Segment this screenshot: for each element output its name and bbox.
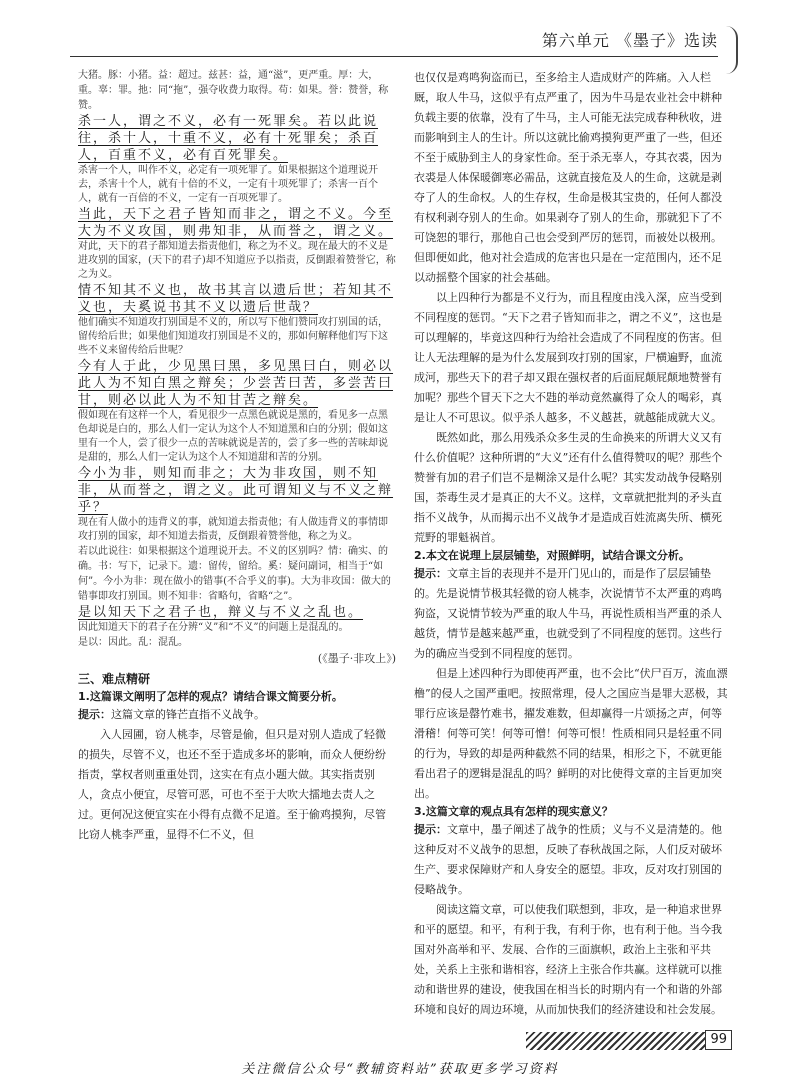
original-text: 情不知其不义也，故书其言以遗后世；若知其不义也，夫奚说书其不义以遗后世哉？ xyxy=(78,283,394,315)
passage-block xyxy=(78,604,396,635)
header-rule xyxy=(70,56,718,57)
q2-tip xyxy=(414,564,730,664)
vocab-notes-end: 是以：因此。乱：混乱。 xyxy=(78,637,188,648)
original-text: 当此，天下之君子皆知而非之，谓之不义。今至大为不义攻国，则弗知非，从而誉之，谓之义。 xyxy=(78,207,394,239)
translation-text: 现在有人做小的违背义的事，就知道去指责他；有人做违背义的事情即攻打别的国家，却不知道去指责，反倒跟着赞誉他，称之为义。 xyxy=(78,517,388,542)
answer-paragraph: 但是上述四种行为即使再严重，也不会比“伏尸百万，流血漂橹”的侵人之国严重吧。按照常理，侵人之国应当是罪大恶极，其罪行应该是罄竹难书，擢发难数，但却赢得一片颂扬之声，何等滑稽！何等可笑！何等可憎！何等可恨！性质相同只是轻重不同的行为，导致的却是两种截然不同的结果，相形之下，不就更能看出君子的逻辑是混乱的吗？鲜明的对比使得文章的主旨更加突出。 xyxy=(414,667,728,800)
original-text: 杀一人，谓之不义，必有一死罪矣。若以此说往，杀十人，十重不义，必有十死罪矣；杀百人，百重不义，必有百死罪矣。 xyxy=(78,114,379,163)
answer-paragraph: 阅读这篇文章，可以使我们联想到，非攻，是一种追求世界和平的愿望。和平，有利于我，有利于你，也有利于他。当今我国对外高举和平、发展、合作的三面旗帜，政治上主张和平共处，关系上主张和谐相容，经济上主张合作共赢。这样就可以推动和谐世界的建设，使我国在相当长的时期内有一个和谐的外部环境和良好的周边环境，从而加快我们的经济建设和社会发展。 xyxy=(414,903,722,1016)
question-1: 1.这篇课文阐明了怎样的观点？请结合课文简要分析。 xyxy=(78,690,343,703)
page-header xyxy=(0,0,800,62)
source-citation: (《墨子·非攻上》) xyxy=(317,652,396,665)
tip-label: 提示： xyxy=(78,708,111,721)
answer-paragraph: 也仅仅是鸡鸣狗盗而已，至多给主人造成财产的阵痛。入人栏厩，取人牛马，这似乎有点严重了，因为牛马是农业社会中耕种负载主要的依靠，没有了牛马，主人可能无法完成春种秋收，进而影响到主人的生计。所以这就比偷鸡摸狗更严重了一些，但还不至于威胁到主人的身家性命。至于杀无辜人，夺其衣裘，因为衣裘是人体保暖御寒必需品，这就直接危及人的生命，这就是剥夺了人的生命权。人的生存权，生命是极其宝贵的，任何人都没有权利剥夺别人的生命。如果剥夺了别人的生命，那就犯下了不可饶恕的罪行，那他自己也会受到严厉的惩罚，而被处以极刑。但即便如此，他对社会造成的危害也只是在一定范围内，还不足以动摇整个国家的社会基础。 xyxy=(414,71,722,284)
answer-paragraph: 既然如此，那么用残杀众多生灵的生命换来的所谓大义又有什么价值呢？这种所谓的“大义”还有什么值得赞叹的呢？那些个赞誉有加的君子们岂不是糊涂又是什么呢？其实发动战争侵略别国，荼毒生灵才是真正的大不义。这样，文章就把批判的矛头直指不义战争，从而揭示出不义战争才是造成百姓流离失所、横死荒野的罪魁祸首。 xyxy=(414,431,723,544)
original-text: 今小为非，则知而非之；大为非攻国，则不知非，从而誉之，谓之义。此可谓知义与不义之辩乎？ xyxy=(78,466,394,515)
translation-text: 因此知道天下的君子在分辨“义”和“不义”的问题上是混乱的。 xyxy=(78,622,349,633)
translation-text: 假如现在有这样一个人，看见很少一点黑色就说是黑的，看见多一点黑色却说是白的，那么人们一定认为这个人不知道黑和白的分别；假如这里有一个人，尝了很少一点的苦味就说是苦的，尝了多一些的苦味却说是甜的，那么人们一定认为这个人不知道甜和苦的分别。 xyxy=(78,410,388,463)
tip-label: 提示： xyxy=(414,823,447,836)
translation-text: 杀害一个人，叫作不义，必定有一项死罪了。如果根据这个道理说开去，杀害十个人，就有十倍的不义，一定有十项死罪了；杀害一百个人，就有一百倍的不义，一定有一百项死罪了。 xyxy=(78,165,378,204)
passage-block xyxy=(78,282,396,358)
header-bracket xyxy=(726,26,738,74)
passage-block xyxy=(78,113,396,206)
tip-text: 文章主旨的表现并不是开门见山的，而是作了层层铺垫的。先是说情节极其轻微的窃人桃李，次说情节不太严重的鸡鸣狗盗，又说情节较为严重的取人牛马，再说性质相当严重的杀人越货，情节是越来越严重，也就受到了不同程度的惩罚。这些行为的确应当受到不同程度的惩罚。 xyxy=(414,567,722,660)
original-text: 是以知天下之君子也，辩义与不义之乱也。 xyxy=(78,605,364,620)
vocab-notes-top: 大猪。豚：小猪。益：超过。兹甚：益，通“滋”，更严重。厚：大，重。辜：罪。扡：同“拖”，强夺收费力取得。苟：如果。誉：赞誉，称赞。 xyxy=(78,70,389,111)
question-2: 2.本文在说理上层层铺垫，对照鲜明，试结合课文分析。 xyxy=(414,549,690,562)
tip-label: 提示： xyxy=(414,567,447,580)
passage-block xyxy=(78,206,396,282)
vocab-notes-mid: 若以此说往：如果根据这个道理说开去。不义的区别吗？情：确实、的确。书：写下，记录下。遗：留传，留给。奚：疑问副词，相当于“如何”。今小为非：现在做小的错事(不合乎义的事)。大为非攻国：做大的错事即攻打别国。则不知非：省略句，省略“之”。 xyxy=(78,546,391,602)
answer-paragraph: 入人园圃，窃人桃李，尽管是偷，但只是对别人造成了轻微的损失，尽管不义，也还不至于造成多坏的影响，而众人便纷纷指责，掌权者则重重处罚，这实在有点小题大做。其实指责别人，贪点小便宜，尽管可恶，可也不至于大吹大擂地去责人之过。更何况这便宜实在小得有点微不足道。至于偷鸡摸狗，尽管比窃人桃李严重，显得不仁不义，但 xyxy=(78,728,386,841)
passage-block xyxy=(78,358,396,465)
page-number-bar xyxy=(526,1032,732,1050)
q3-tip xyxy=(414,820,730,900)
footer-promo: 关注微信公众号“教辅资料站”获取更多学习资料 xyxy=(241,1062,559,1077)
question-3: 3.这篇文章的观点具有怎样的现实意义？ xyxy=(414,805,613,818)
translation-text: 对此，天下的君子都知道去指责他们，称之为不义。现在最大的不义是进攻别的国家，(天下的君子)却不知道应予以指责，反倒跟着赞誉它，称之为义。 xyxy=(78,241,396,280)
passage-block xyxy=(78,465,396,544)
right-column xyxy=(414,68,730,1020)
unit-title: 第六单元 《墨子》选读 xyxy=(541,31,718,50)
left-column xyxy=(78,68,396,845)
answer-paragraph: 以上四种行为都是不义行为，而且程度由浅入深，应当受到不同程度的惩罚。“天下之君子皆知而非之，谓之不义”，这也是可以理解的，毕竟这四种行为给社会造成了不同程度的伤害。但让人无法理解的是为什么发展到攻打别的国家，尸横遍野，血流成河，那些天下的君子却又跟在强权者的后面屁颠屁颠地赞誉有加呢？那些个冒天下之大不韪的举动竟然赢得了众人的喝彩，真是让人不可思议。似乎杀人越多，不义越甚，就越能成就大义。 xyxy=(414,291,723,424)
section-title: 三、难点精研 xyxy=(78,672,151,686)
page-number: 99 xyxy=(705,1030,732,1050)
original-text: 今有人于此，少见黑曰黑，多见黑曰白，则必以此人为不知白黑之辩矣；少尝苦曰苦，多尝苦曰甘，则必以此人为不知甘苦之辩矣。 xyxy=(78,359,394,408)
translation-text: 他们确实不知道攻打别国是不义的，所以写下他们赞同攻打别国的话，留传给后世；如果他们知道攻打别国是不义的，那如何解释他们写下这些不义来留传给后世呢？ xyxy=(78,317,388,356)
tip-text: 这篇文章的锋芒直指不义战争。 xyxy=(111,708,265,721)
tip-text: 文章中，墨子阐述了战争的性质；义与不义是清楚的。他这种反对不义战争的思想，反映了春秋战国之际，人们反对破坏生产、要求保障财产和人身安全的愿望。非攻，反对攻打别国的侵略战争。 xyxy=(414,823,722,896)
q1-tip xyxy=(78,705,396,725)
